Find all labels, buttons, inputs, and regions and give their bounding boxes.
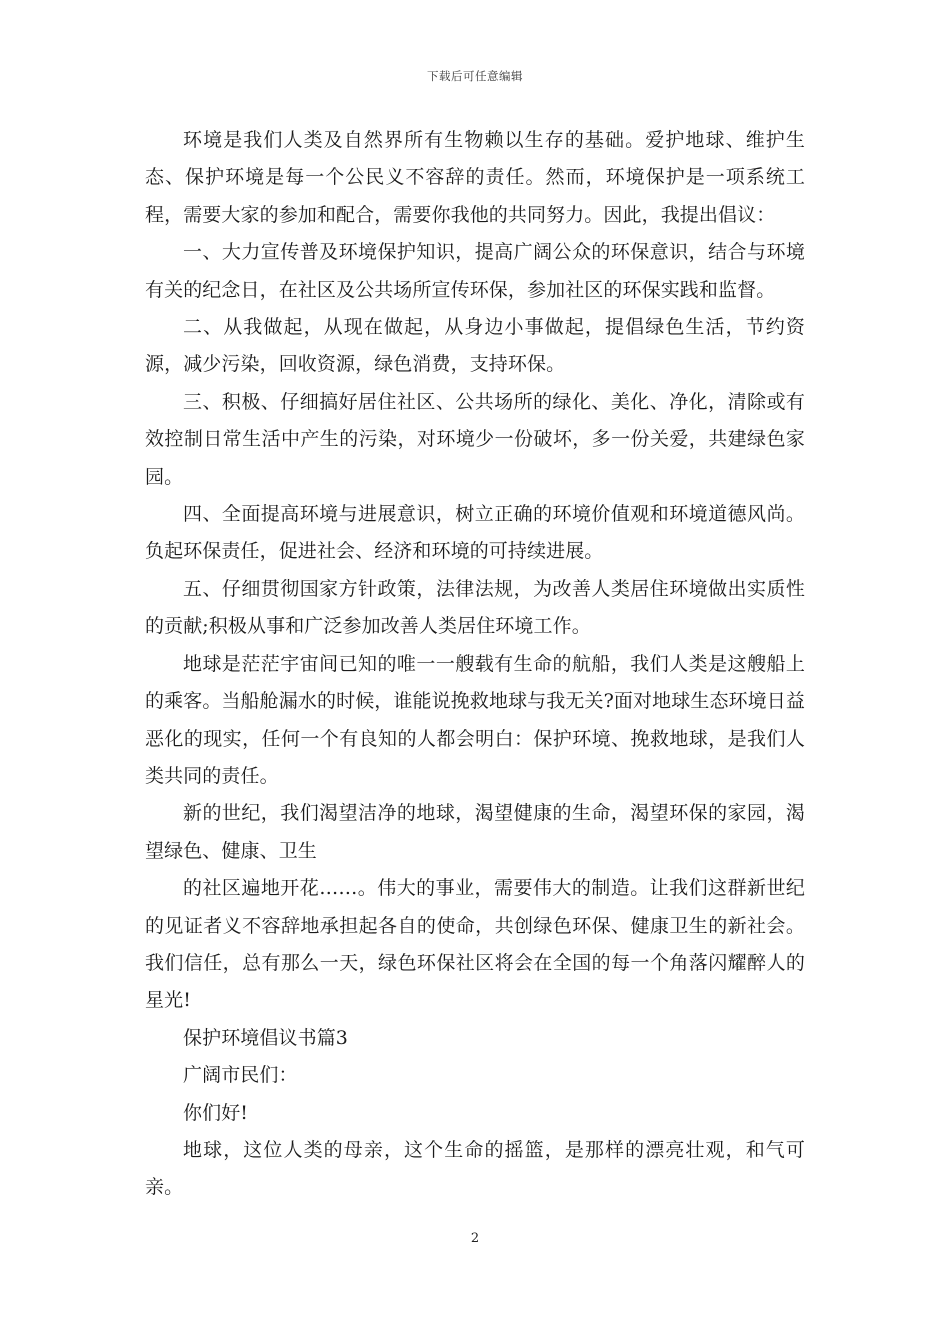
section-title: 保护环境倡议书篇3 xyxy=(183,1026,348,1049)
paragraph-item-5: 五、仔细贯彻国家方针政策，法律法规，为改善人类居住环境做出实质性的贡献;积极从事和广泛参加改善人类居住环境工作。 xyxy=(145,577,805,638)
paragraph-item-2: 二、从我做起，从现在做起，从身边小事做起，提倡绿色生活，节约资源，减少污染，回收资源，绿色消费，支持环保。 xyxy=(145,316,805,376)
paragraph-new-century: 新的世纪，我们渴望洁净的地球，渴望健康的生命，渴望环保的家园，渴望绿色、健康、卫生 xyxy=(145,802,805,862)
paragraph-earth: 地球是茫茫宇宙间已知的唯一一艘载有生命的航船，我们人类是这艘船上的乘客。当船舱漏水的时候，谁能说挽救地球与我无关?面对地球生态环境日益恶化的现实，任何一个有良知的人都会明白：保护环境、挽救地球，是我们人类共同的责任。 xyxy=(145,652,805,787)
page-header-note: 下载后可任意编辑 xyxy=(427,69,523,83)
salutation: 广阔市民们： xyxy=(183,1064,298,1087)
page-number: 2 xyxy=(470,1231,480,1246)
greeting: 你们好! xyxy=(183,1101,249,1124)
paragraph-intro: 环境是我们人类及自然界所有生物赖以生存的基础。爱护地球、维护生态、保护环境是每一个公民义不容辞的责任。然而，环境保护是一项系统工程，需要大家的参加和配合，需要你我他的共同努力。因此，我提出倡议： xyxy=(145,129,805,226)
paragraph-item-1: 一、大力宣传普及环境保护知识，提高广阔公众的环保意识，结合与环境有关的纪念日，在社区及公共场所宣传环保，参加社区的环保实践和监督。 xyxy=(145,241,805,301)
paragraph-earth-mother: 地球，这位人类的母亲，这个生命的摇篮，是那样的漂亮壮观，和气可亲。 xyxy=(145,1138,805,1199)
paragraph-item-4: 四、全面提高环境与进展意识，树立正确的环境价值观和环境道德风尚。负起环保责任，促进社会、经济和环境的可持续进展。 xyxy=(145,503,805,563)
document-body xyxy=(145,122,805,1207)
paragraph-item-3: 三、积极、仔细搞好居住社区、公共场所的绿化、美化、净化，清除或有效控制日常生活中产生的污染，对环境少一份破坏，多一份关爱，共建绿色家园。 xyxy=(145,390,805,488)
paragraph-community: 的社区遍地开花……。伟大的事业，需要伟大的制造。让我们这群新世纪的见证者义不容辞地承担起各自的使命，共创绿色环保、健康卫生的新社会。我们信任，总有那么一天，绿色环保社区将会在全国的每一个角落闪耀醉人的星光! xyxy=(145,877,805,1012)
